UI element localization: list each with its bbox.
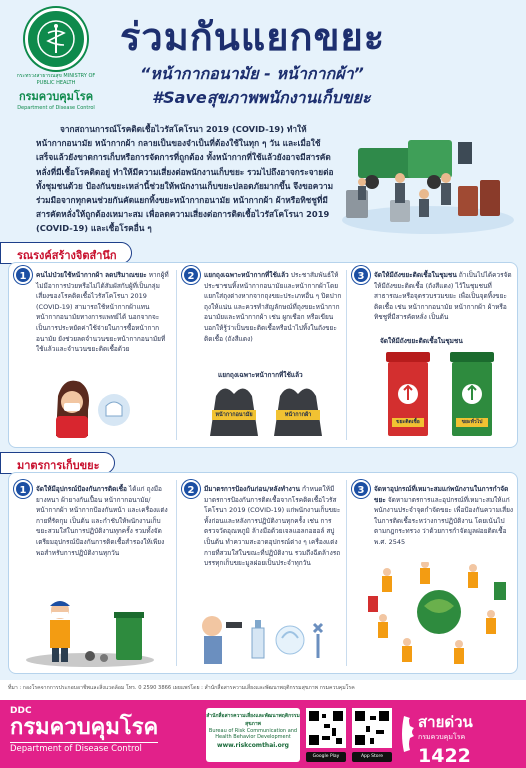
woman-mask-illustration — [44, 376, 134, 442]
ddc-thai-name: กรมควบคุมโรค — [10, 715, 159, 740]
bin-label: ขยะติดเชื้อ — [392, 418, 424, 427]
logo-ring-text: กระทรวงสาธารณสุข MINISTRY OF PUBLIC HEALTH — [16, 73, 96, 86]
campaign-card-1 — [36, 270, 172, 355]
card-heading: จัดหาอุปกรณ์ที่เหมาะสมแก่พนักงานในการกำจัดขยะ — [374, 485, 509, 504]
logo-sub: Department of Disease Control — [17, 105, 95, 111]
step-number: 3 — [352, 266, 370, 284]
campaign-card-2 — [204, 270, 342, 344]
header — [0, 0, 526, 118]
card-body: ประชาสัมพันธ์ให้ประชาชนทิ้งหน้ากากอนามัยและหน้ากากผ้าโดยแยกใส่ถุงต่างหากจากถุงขยะประเภทอื่น ๆ ปิดปากถุงให้แน่น และควรทำสัญลักษณ์ที่ถุงขยะหน้ากากอนามัยและหน้ากากผ้า เช่น ผูกเชือก หรือเขียนบอกให้รู้ว่าเป็นขยะติดเชื้อหรือนำไปทิ้งในถังขยะติดเชื้อ (ถังสีแดง) — [204, 271, 342, 343]
card-body: หากผู้ที่ไม่มีอาการป่วยหรือไม่ได้สัมผัสกับผู้ที่เป็นกลุ่มเสี่ยงของโรคติดเชื้อไวรัสโคโรนา 2019 (COVID-19) สามารถใช้หน้ากากผ้าแทนหน้ากากอนามัยทางการแพทย์ได้ นอกจากจะเป็นการประหยัดค่าใช้จ่ายในการซื้อหน้ากากอนามัย ยังช่วยลดจำนวนขยะหน้ากากอนามัยที่ใช้แล้วและจำนวนขยะติดเชื้อด้วย — [36, 271, 169, 354]
bag-label: หน้ากากผ้า — [276, 410, 320, 420]
collection-card-2 — [204, 484, 342, 569]
card-heading: คนไม่ป่วยใช้หน้ากากผ้า ลดปริมาณขยะ — [36, 271, 147, 279]
card-body: ได้แก่ ถุงมือยางหนา ผ้ายางกันเปื้อน หน้ากากอนามัย/หน้ากากผ้า หน้ากากป้องกันหน้า และเครื่องแต่งกายที่รัดกุม เป็นต้น และกำชับให้พนักงานเก็บขยะสวมใส่ในการปฏิบัติงานทุกครั้ง รวมทั้งจัดเตรียมอุปกรณ์ป้องกันการติดเชื้อสำรองให้เพียงพอสำหรับการปฏิบัติงานทุกวัน — [36, 485, 168, 557]
disposal-workers-illustration — [364, 562, 514, 668]
card-heading: จัดให้มีถังขยะติดเชื้อในชุมชน — [374, 271, 457, 279]
step-number: 1 — [14, 480, 32, 498]
riskcom-english: Bureau of Risk Communication and Health Behavior Development — [208, 728, 298, 740]
collection-card-3 — [374, 484, 514, 548]
phone-icon — [400, 714, 418, 754]
step-number: 3 — [352, 480, 370, 498]
caduceus-icon — [25, 8, 87, 70]
google-play-badge[interactable]: Google Play — [306, 752, 346, 762]
card-body: ถ้าเป็นไปได้ควรจัดให้มีถังขยะติดเชื้อ (ถังสีแดง) ไว้ในชุมชนที่สาธารณะหรือจุดรวบรวมขยะ เพื่อเป็นจุดทิ้งขยะติดเชื้อ เช่น หน้ากากอนามัย หน้ากากผ้า ผ้าหรือทิชชูที่มีสารคัดหลั่ง เป็นต้น — [374, 271, 512, 322]
collection-card-1 — [36, 484, 172, 558]
riskcom-logo — [206, 708, 300, 762]
hygiene-illustration — [190, 604, 342, 668]
card-heading: แยกถุงเฉพาะหน้ากากที่ใช้แล้ว — [204, 271, 289, 279]
bins-caption: จัดให้มีถังขยะติดเชื้อในชุมชน — [380, 337, 463, 345]
step-number: 2 — [182, 480, 200, 498]
hotline — [418, 710, 473, 767]
hotline-org: กรมควบคุมโรค — [418, 733, 466, 741]
page-title: ร่วมกันแยกขยะ — [120, 15, 386, 59]
divider — [176, 270, 177, 440]
ddc-brand — [10, 706, 158, 754]
footer-bar — [0, 700, 526, 768]
step-number: 1 — [14, 266, 32, 284]
riskcom-url[interactable]: www.riskcomthai.org — [217, 742, 289, 749]
card-heading: มีมาตรการป้องกันก่อน/หลังทำงาน — [204, 485, 300, 493]
divider — [346, 480, 347, 666]
step-number: 2 — [182, 266, 200, 284]
riskcom-name: สำนักสื่อสารความเสี่ยงและพัฒนาพฤติกรรมสุขภาพ — [206, 713, 300, 727]
subtitle-masks: “หน้ากากอนามัย - หน้ากากผ้า” — [140, 64, 364, 83]
ddc-logo — [14, 8, 98, 114]
waste-workers-illustration — [338, 120, 518, 238]
divider — [346, 270, 347, 440]
section-campaign-title: รณรงค์สร้างจิตสำนึก — [0, 242, 132, 264]
ddc-english-name: Department of Disease Control — [10, 742, 158, 754]
ddc-abbr: DDC — [10, 706, 32, 716]
qr-code-icon — [352, 708, 392, 748]
campaign-card-3 — [374, 270, 514, 323]
hotline-title: สายด่วน — [418, 713, 473, 731]
garbage-bags-illustration — [206, 380, 336, 442]
bag-label: หน้ากากอนามัย — [212, 410, 256, 420]
worker-protective-illustration — [20, 594, 170, 668]
bin-label: ขยะทั่วไป — [456, 418, 488, 427]
intro-paragraph: จากสถานการณ์โรคติดเชื้อไวรัสโคโรนา 2019 (COVID-19) ทำให้หน้ากากอนามัย หน้ากากผ้า กลายเป็นของจำเป็นที่ต้องใช้ในทุก ๆ วัน และเมื่อใช้เสร็จแล้วยังขาดการเก็บหรือการจัดการที่ถูกต้อง ทั้งหน้ากากที่ใช้แล้วยังอาจมีสารคัดหลั่งที่มีเชื้อโรคติดอยู่ ทำให้มีความเสี่ยงต่อพนักงานเก็บขยะ รวมไปถึงอาจกระจายต่อทั้งชุมชนด้วย ป้องกันขยะเหล่านี้ช่วยให้พนักงานเก็บขยะปลอดภัยมากขึ้น จึงขอความร่วมมือจากทุกคนช่วยกันคัดแยกทิ้งขยะหน้ากากอนามัย หน้ากากผ้า ผ้าหรือทิชชูที่มีสารคัดหลั่งให้ถูกต้องเหมาะสม เพื่อลดความเสี่ยงต่อการติดเชื้อไวรัสโคโรนา 2019 (COVID-19) และเชื้อโรคอื่น ๆ — [36, 124, 334, 234]
hotline-number[interactable]: 1422 — [418, 745, 471, 767]
app-store-badge[interactable]: App Store — [352, 752, 392, 762]
logo-name: กรมควบคุมโรค — [18, 90, 94, 103]
bins-illustration — [378, 348, 508, 442]
card-heading: จัดให้มีอุปกรณ์ป้องกันการติดเชื้อ — [36, 485, 127, 493]
section-collection-title: มาตรการเก็บขยะ — [0, 452, 115, 474]
source-credit: ที่มา : กองโรคจากการประกอบอาชีพและสิ่งแวดล้อม โทร. 0 2590 3866 เผยแพร่โดย : สำนักสื่อสารความเสี่ยงและพัฒนาพฤติกรรมสุขภาพ กรมควบคุมโรค — [0, 680, 526, 700]
card-body: กำหนดให้มีมาตรการป้องกันการติดเชื้อจากโรคติดเชื้อไวรัสโคโรนา 2019 (COVID-19) แก่พนักงานเก็บขยะทั้งก่อนและหลังการปฏิบัติงานทุกครั้ง เช่น การตรวจวัดอุณหภูมิ ล้างมือด้วยเจลแอลกอฮอล์ สบู่ เป็นต้น ทำความสะอาดอุปกรณ์ต่าง ๆ เครื่องแต่งกายที่สวมใส่ในขณะที่ปฏิบัติงาน รวมถึงฉีดล้างรถบรรทุกเก็บขยะมูลฝอยเป็นประจำทุกวัน — [204, 485, 341, 568]
card-body: จัดหามาตรการและอุปกรณ์ที่เหมาะสมให้แก่พนักงานประจำจุดกำจัดขยะ เพื่อป้องกันความเสี่ยงในการติดเชื้อระหว่างการปฏิบัติงาน โดยเน้นไปตามกฎกระทรวง ว่าด้วยการกำจัดมูลฝอยติดเชื้อ พ.ศ. 2545 — [374, 495, 514, 546]
divider — [176, 480, 177, 666]
qr-code-icon — [306, 708, 346, 748]
bags-caption: แยกถุงเฉพาะหน้ากากที่ใช้แล้ว — [218, 371, 303, 379]
subtitle-hashtag: #Saveสุขภาพพนักงานเก็บขยะ — [152, 88, 371, 107]
